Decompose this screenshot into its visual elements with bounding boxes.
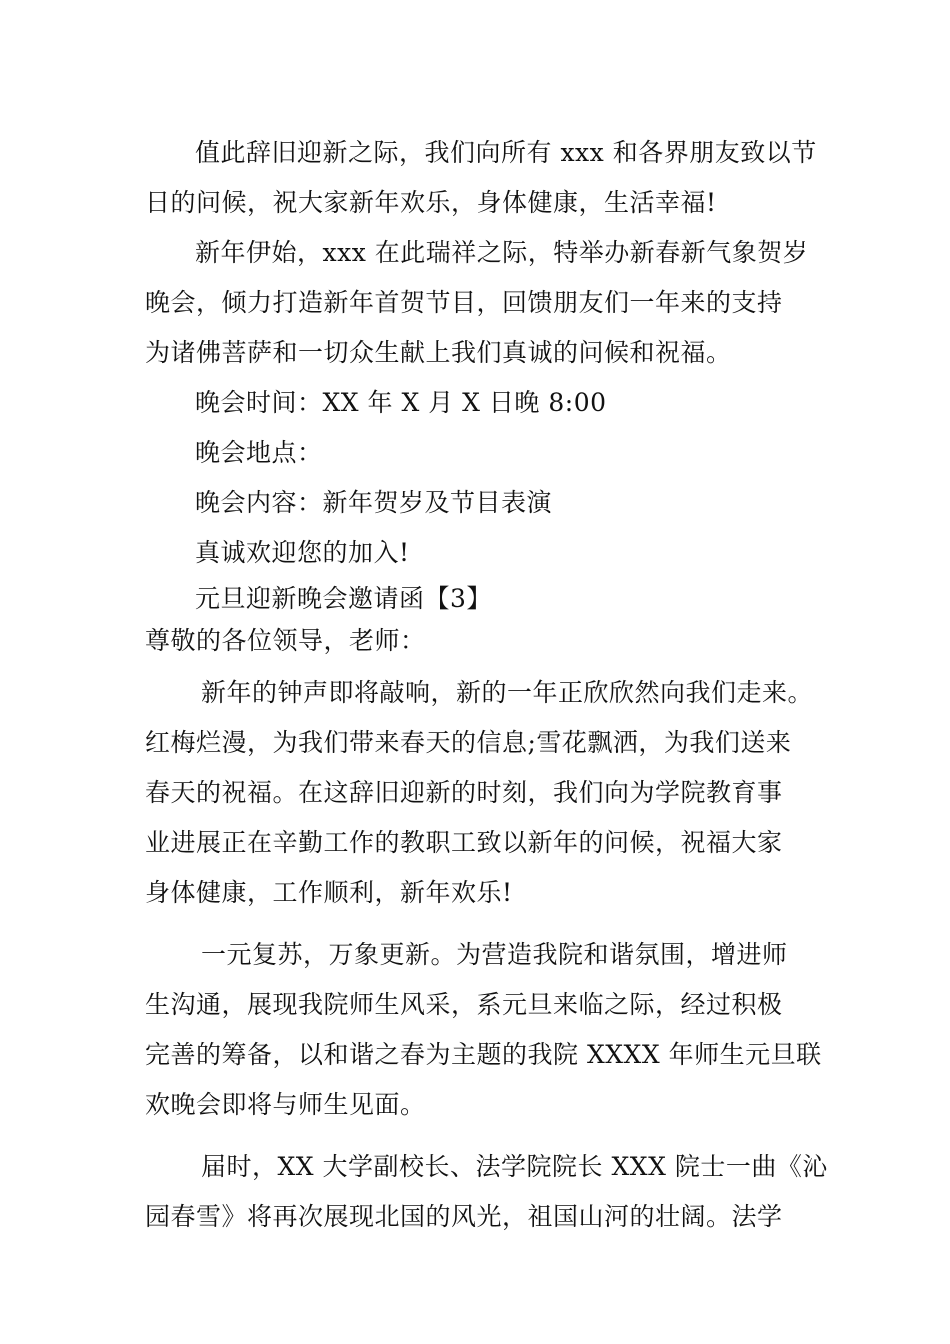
document-body: [145, 128, 828, 1242]
paragraph: [145, 128, 817, 228]
text-line: 值此辞旧迎新之际，我们向所有 xxx 和各界朋友致以节: [195, 138, 817, 167]
paragraph: [145, 668, 814, 918]
event-location: 晚会地点：: [195, 438, 323, 467]
text-line: 园春雪》将再次展现北国的风光，祖国山河的壮阔。法学: [145, 1202, 783, 1231]
welcome-text: 真诚欢迎您的加入!: [195, 538, 410, 567]
text-line: 新年的钟声即将敲响，新的一年正欣欣然向我们走来。: [201, 678, 814, 707]
paragraph: [145, 228, 810, 378]
event-time: 晚会时间：XX 年 X 月 X 日晚 8:00: [195, 388, 607, 417]
paragraph: [145, 930, 822, 1130]
text-line: 一元复苏，万象更新。为营造我院和谐氛围，增进师: [201, 940, 788, 969]
section-title: 元旦迎新晚会邀请函【3】: [195, 584, 492, 613]
text-line: 生沟通，展现我院师生风采，系元旦来临之际，经过积极: [145, 990, 783, 1019]
text-line: 晚会，倾力打造新年首贺节目，回馈朋友们一年来的支持: [145, 288, 783, 317]
text-line: 届时，XX 大学副校长、法学院院长 XXX 院士一曲《沁: [201, 1152, 828, 1181]
text-line: 欢晚会即将与师生见面。: [145, 1090, 426, 1119]
text-line: 红梅烂漫，为我们带来春天的信息;雪花飘洒，为我们送来: [145, 728, 792, 757]
text-line: 为诸佛菩萨和一切众生献上我们真诚的问候和祝福。: [145, 338, 732, 367]
text-line: 春天的祝福。在这辞旧迎新的时刻，我们向为学院教育事: [145, 778, 783, 807]
text-line: 新年伊始，xxx 在此瑞祥之际，特举办新春新气象贺岁: [195, 238, 809, 267]
paragraph: [145, 1142, 828, 1242]
text-line: 日的问候，祝大家新年欢乐，身体健康，生活幸福!: [145, 188, 717, 217]
salutation: 尊敬的各位领导，老师：: [145, 626, 426, 655]
text-line: 业进展正在辛勤工作的教职工致以新年的问候，祝福大家: [145, 828, 783, 857]
event-content: 晚会内容：新年贺岁及节目表演: [195, 488, 553, 517]
text-line: 完善的筹备，以和谐之春为主题的我院 XXXX 年师生元旦联: [145, 1040, 822, 1069]
text-line: 身体健康，工作顺利，新年欢乐!: [145, 878, 513, 907]
